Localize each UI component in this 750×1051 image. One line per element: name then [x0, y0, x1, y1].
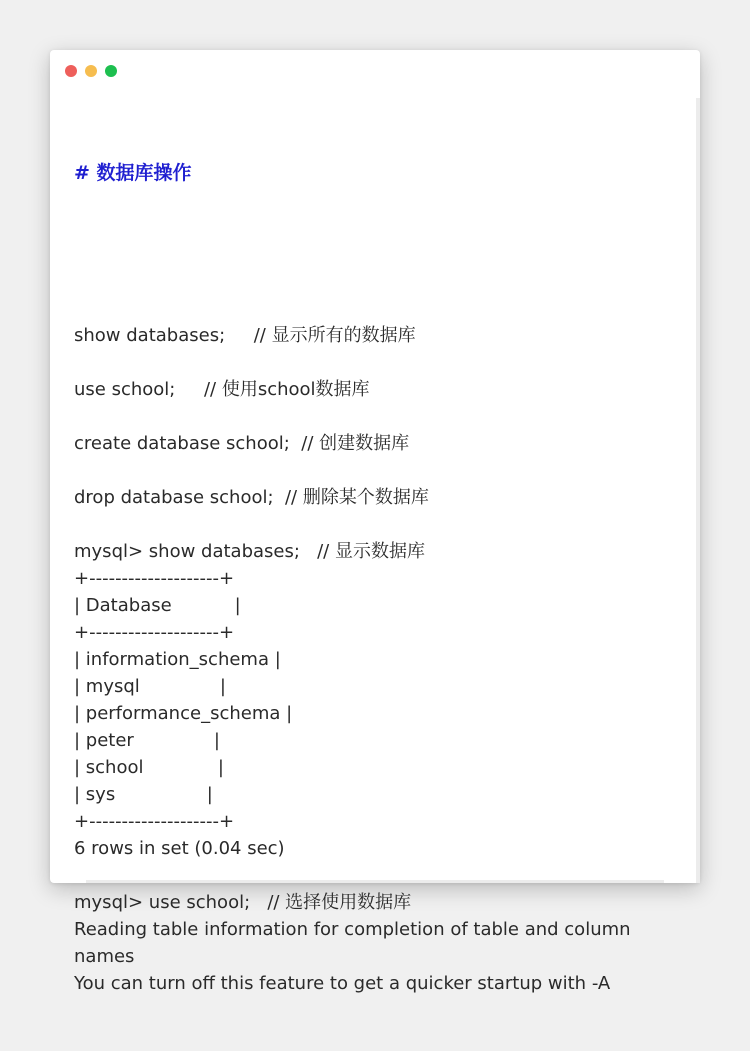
code-line: drop database school; // 删除某个数据库: [74, 487, 429, 508]
vertical-scrollbar[interactable]: [696, 98, 700, 883]
minimize-button[interactable]: [85, 65, 97, 77]
section-heading: # 数据库操作: [74, 162, 192, 184]
blank-line: [74, 403, 664, 430]
code-line: mysql> use school; // 选择使用数据库: [74, 892, 412, 913]
code-line: use school; // 使用school数据库: [74, 379, 370, 400]
code-line: +--------------------+: [74, 811, 235, 832]
code-line: 6 rows in set (0.04 sec): [74, 838, 285, 859]
code-window: [50, 50, 700, 994]
code-content: [74, 106, 664, 1051]
code-line: +--------------------+: [74, 622, 235, 643]
code-line: mysql> show databases; // 显示数据库: [74, 541, 425, 562]
code-line: show databases; // 显示所有的数据库: [74, 325, 416, 346]
code-line: +--------------------+: [74, 568, 235, 589]
blank-line: [74, 862, 664, 889]
maximize-button[interactable]: [105, 65, 117, 77]
code-line: | school |: [74, 757, 224, 778]
code-line: | peter |: [74, 730, 220, 751]
code-line: | sys |: [74, 784, 213, 805]
window-controls: [65, 65, 117, 77]
blank-line: [74, 511, 664, 538]
code-line: create database school; // 创建数据库: [74, 433, 410, 454]
code-line: | performance_schema |: [74, 703, 293, 724]
blank-line: [74, 349, 664, 376]
code-line: | information_schema |: [74, 649, 281, 670]
horizontal-scrollbar[interactable]: [86, 880, 664, 883]
code-line: | mysql |: [74, 676, 226, 697]
code-line: | Database |: [74, 595, 241, 616]
code-lines: [74, 322, 664, 997]
close-button[interactable]: [65, 65, 77, 77]
code-line: names: [74, 946, 135, 967]
code-line: Reading table information for completion of table and column: [74, 919, 631, 940]
blank-line: [74, 457, 664, 484]
code-line: You can turn off this feature to get a quicker startup with -A: [74, 973, 611, 994]
